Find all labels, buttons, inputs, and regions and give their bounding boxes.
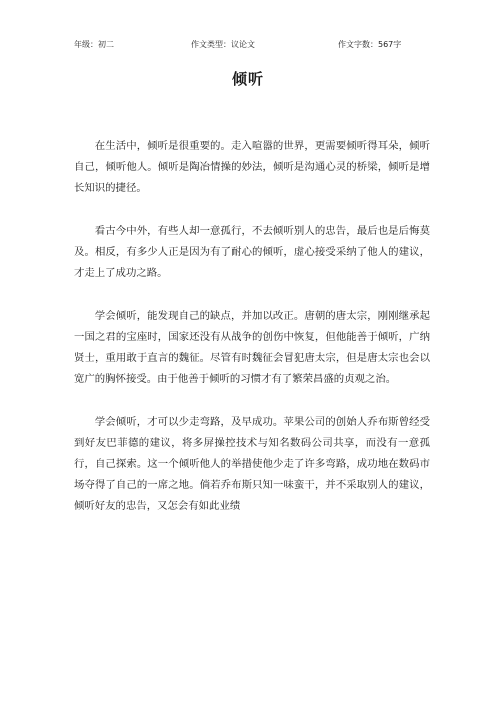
essay-meta-header	[0, 38, 496, 52]
word-count-label: 作文字数：567字	[338, 40, 402, 49]
essay-type-label: 作文类型：议论文	[191, 40, 255, 49]
paragraph-2: 看古今中外，有些人却一意孤行，不去倾听别人的忠告，最后也是后悔莫及。相反，有多少人正是因为有了耐心的倾听，虚心接受采纳了他人的建议，才走上了成功之路。	[74, 225, 430, 279]
grade-label: 年级：初二	[74, 40, 114, 49]
essay-title: 倾听	[231, 70, 264, 88]
paragraph-4: 学会倾听，才可以少走弯路，及早成功。苹果公司的创始人乔布斯曾经受到好友巴菲德的建议，将多屏操控技术与知名数码公司共享，而没有一意孤行，自己探索。这一个倾听他人的举措使他少走了许多弯路，成功地在数码市场夺得了自己的一席之地。倘若乔布斯只知一味蛮干，并不采取别人的建议，倾听好友的忠告，又怎会有如此业绩	[74, 416, 430, 512]
essay-body	[74, 136, 430, 539]
paragraph-1: 在生活中，倾听是很重要的。走入喧嚣的世界，更需要倾听得耳朵，倾听自己，倾听他人。倾听是陶冶情操的妙法，倾听是沟通心灵的桥梁，倾听是增长知识的捷径。	[74, 140, 430, 194]
paragraph-3: 学会倾听，能发现自己的缺点，并加以改正。唐朝的唐太宗，刚刚继承起一国之君的宝座时，国家还没有从战争的创伤中恢复，但他能善于倾听，广纳贤士，重用敢于直言的魏征。尽管有时魏征会冒犯唐太宗，但是唐太宗也会以宽广的胸怀接受。由于他善于倾听的习惯才有了繁荣昌盛的贞观之治。	[74, 310, 430, 385]
